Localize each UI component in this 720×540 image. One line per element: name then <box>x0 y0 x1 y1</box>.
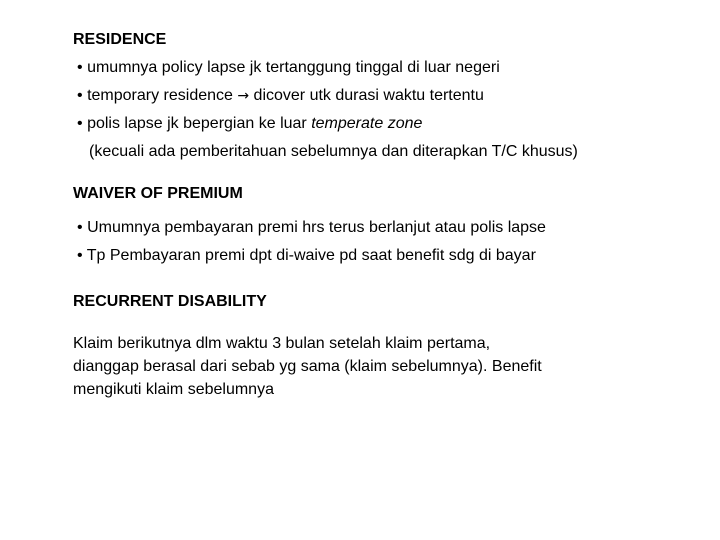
bullet-item <box>77 218 546 238</box>
heading-residence: RESIDENCE <box>73 31 167 48</box>
bullet-marker: • <box>77 247 83 264</box>
bullet-text: Umumnya pembayaran premi hrs terus berlanjut atau polis lapse <box>87 219 546 236</box>
bullet-marker: • <box>77 115 83 132</box>
heading-waiver-of-premium: WAIVER OF PREMIUM <box>73 185 243 202</box>
bullet-text: temporary residence <box>87 87 233 104</box>
bullet-marker: • <box>77 219 83 236</box>
emphasis-text: temperate zone <box>311 115 423 132</box>
paragraph-line: Klaim berikutnya dlm waktu 3 bulan setelah klaim pertama, <box>73 335 491 352</box>
bullet-marker: • <box>77 87 83 104</box>
heading-recurrent-disability: RECURRENT DISABILITY <box>73 293 267 310</box>
residence-note: (kecuali ada pemberitahuan sebelumnya dan diterapkan T/C khusus) <box>89 143 578 160</box>
bullet-item <box>77 114 422 134</box>
right-arrow-icon: → <box>237 88 250 104</box>
bullet-text: umumnya policy lapse jk tertanggung tinggal di luar negeri <box>87 59 500 76</box>
paragraph-line: mengikuti klaim sebelumnya <box>73 381 274 398</box>
bullet-marker: • <box>77 59 83 76</box>
bullet-text: Tp Pembayaran premi dpt di-waive pd saat benefit sdg di bayar <box>86 247 536 264</box>
bullet-item <box>77 58 500 78</box>
bullet-text: polis lapse jk bepergian ke luar <box>87 115 307 132</box>
bullet-text: dicover utk durasi waktu tertentu <box>253 87 484 104</box>
bullet-item <box>77 86 484 106</box>
paragraph-line: dianggap berasal dari sebab yg sama (klaim sebelumnya). Benefit <box>73 358 542 375</box>
bullet-item <box>77 246 536 266</box>
